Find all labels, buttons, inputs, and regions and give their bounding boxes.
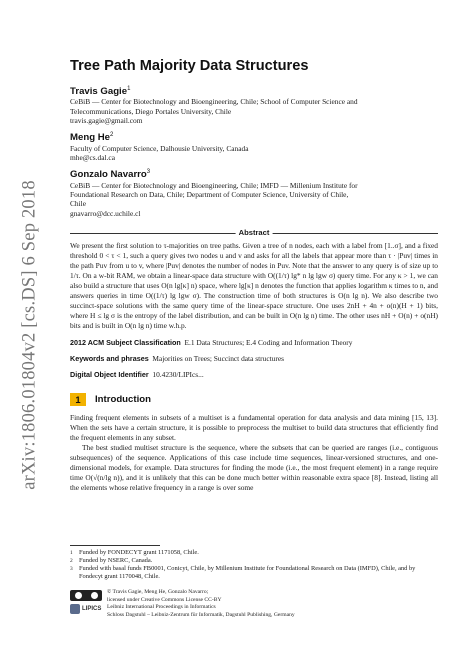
author-block [70, 86, 438, 125]
paper-title: Tree Path Majority Data Structures [70, 58, 309, 74]
footnote-rule [70, 545, 160, 546]
affiliation-line: Foundational Research on Data, Chile; Department of Computer Science, University of Chile, [70, 190, 349, 199]
affiliation-line: Telecommunications, Diego Portales University, Chile [70, 106, 232, 116]
license-block [70, 589, 400, 619]
metadata-block [70, 338, 438, 380]
introduction-body [70, 413, 438, 493]
affiliation-line: CeBiB — Center for Biotechnology and Bioengineering, Chile; School of Computer Science and [70, 97, 358, 107]
arxiv-sidebar-stamp [0, 0, 60, 670]
doi: Digital Object Identifier 10.4230/LIPIcs... [70, 370, 204, 380]
author-footnote-mark: 1 [127, 86, 131, 92]
paragraph: The best studied multiset structure is the sequence, where the subsets that can be queried are ranges (i.e., contiguous subsequences) of the sequence. Applications of this case include time sequences, linear-versioned structures, and one-dimensional models, for example. Data structures for finding the mode (i.e., the most frequent element) in a range require time O(√(n/lg n)), and it is unlikely that this can be done much better within reasonable extra space [8]. Instead, listing all the elements whose relative frequency in a range is over some [70, 443, 438, 493]
proceedings-line: Leibniz International Proceedings in Informatics [107, 604, 216, 611]
affiliation-line: Chile [70, 199, 87, 209]
affiliation [70, 97, 438, 125]
lipics-logo-icon: LIPICS [70, 604, 107, 614]
affiliation [70, 144, 438, 163]
footnote: 1 Funded by FONDECYT grant 1171058, Chile. [70, 549, 199, 556]
section-heading [70, 393, 438, 406]
publisher-line: Schloss Dagstuhl – Leibniz-Zentrum für Informatik, Dagstuhl Publishing, Germany [107, 611, 295, 618]
affiliation-line: CeBiB — Center for Biotechnology and Bioengineering, Chile; IMFD — Millenium Institute for [70, 180, 358, 190]
author-footnote-mark: 2 [109, 132, 114, 139]
keywords: Keywords and phrases Majorities on Trees; Succinct data structures [70, 354, 284, 364]
section-number-badge: 1 [70, 393, 86, 406]
author-block [70, 132, 438, 162]
arxiv-identifier: arXiv:1806.01804v2 [cs.DS] 6 Sep 2018 [19, 180, 40, 490]
paper-page [70, 58, 438, 493]
abstract-text: We present the first solution to τ-majorities on tree paths. Given a tree of n nodes, each with a label from [1..σ], and a fixed threshold 0 < τ < 1, such a query gives two nodes u and v and asks for all the labels that appear more than τ · |Puv| times in the path Puv from u to v, where |Puv| denotes the number of nodes in Puv. Note that the answer to any query is of size up to 1/τ. On a w-bit RAM, we obtain a linear-space data structure with O((1/τ) lg* n lg lgw σ) query time. For any κ > 1, we can also build a structure that uses O(n lg[κ] n) space, where lg[κ] n denotes the function that applies logarithm κ times to n, and answers queries in time O((1/τ) lg lgw σ). The construction time of both structures is O(n lg n). We also describe two succinct-space solutions with the same query time of the linear-space structure. One uses 2nH + 4n + o(n)(H + 1) bits, where H ≤ lg σ is the entropy of the label distribution, and can be built in O(n lg n) time. The other uses nH + O(n) + o(nH) bits and is built in O(n lg n) time w.h.p. [70, 241, 438, 331]
footnote: 3 Funded with basal funds FB0001, Conicyt, Chile, by Millenium Institute for Foundational Research on Data (IMFD), Chile, and by Fondecyt grant 1170048, Chile. [70, 565, 416, 580]
author-name: Travis Gagie [70, 86, 128, 98]
affiliation [70, 181, 438, 219]
footnote: 2 Funded by NSERC, Canada. [70, 557, 153, 564]
author-name: Gonzalo Navarro [70, 169, 147, 181]
author-email: travis.gagie@gmail.com [70, 116, 143, 125]
paragraph: Finding frequent elements in subsets of a multiset is a fundamental operation for data analysis and data mining [15, 13]. When the sets have a certain structure, it is possible to preprocess the multiset to build data structures that efficiently find the frequent elements in any subset. [70, 413, 438, 443]
section-title: Introduction [95, 394, 151, 406]
author-email: mhe@cs.dal.ca [70, 153, 115, 162]
footnotes [70, 545, 438, 581]
author-footnote-mark: 3 [146, 169, 151, 176]
abstract-heading: Abstract [236, 228, 273, 237]
abstract-divider [70, 228, 438, 238]
author-name: Meng He [70, 132, 110, 144]
cc-by-license-icon [70, 590, 102, 601]
author-block [70, 169, 438, 218]
copyright-line: © Travis Gagie, Meng He, Gonzalo Navarro; [107, 589, 209, 595]
license-line: licensed under Creative Commons License CC-BY [107, 596, 222, 603]
acm-classification: 2012 ACM Subject Classification E.1 Data Structures; E.4 Coding and Information Theory [70, 338, 353, 348]
author-email: gnavarro@dcc.uchile.cl [70, 208, 141, 218]
affiliation-line: Faculty of Computer Science, Dalhousie University, Canada [70, 143, 249, 153]
